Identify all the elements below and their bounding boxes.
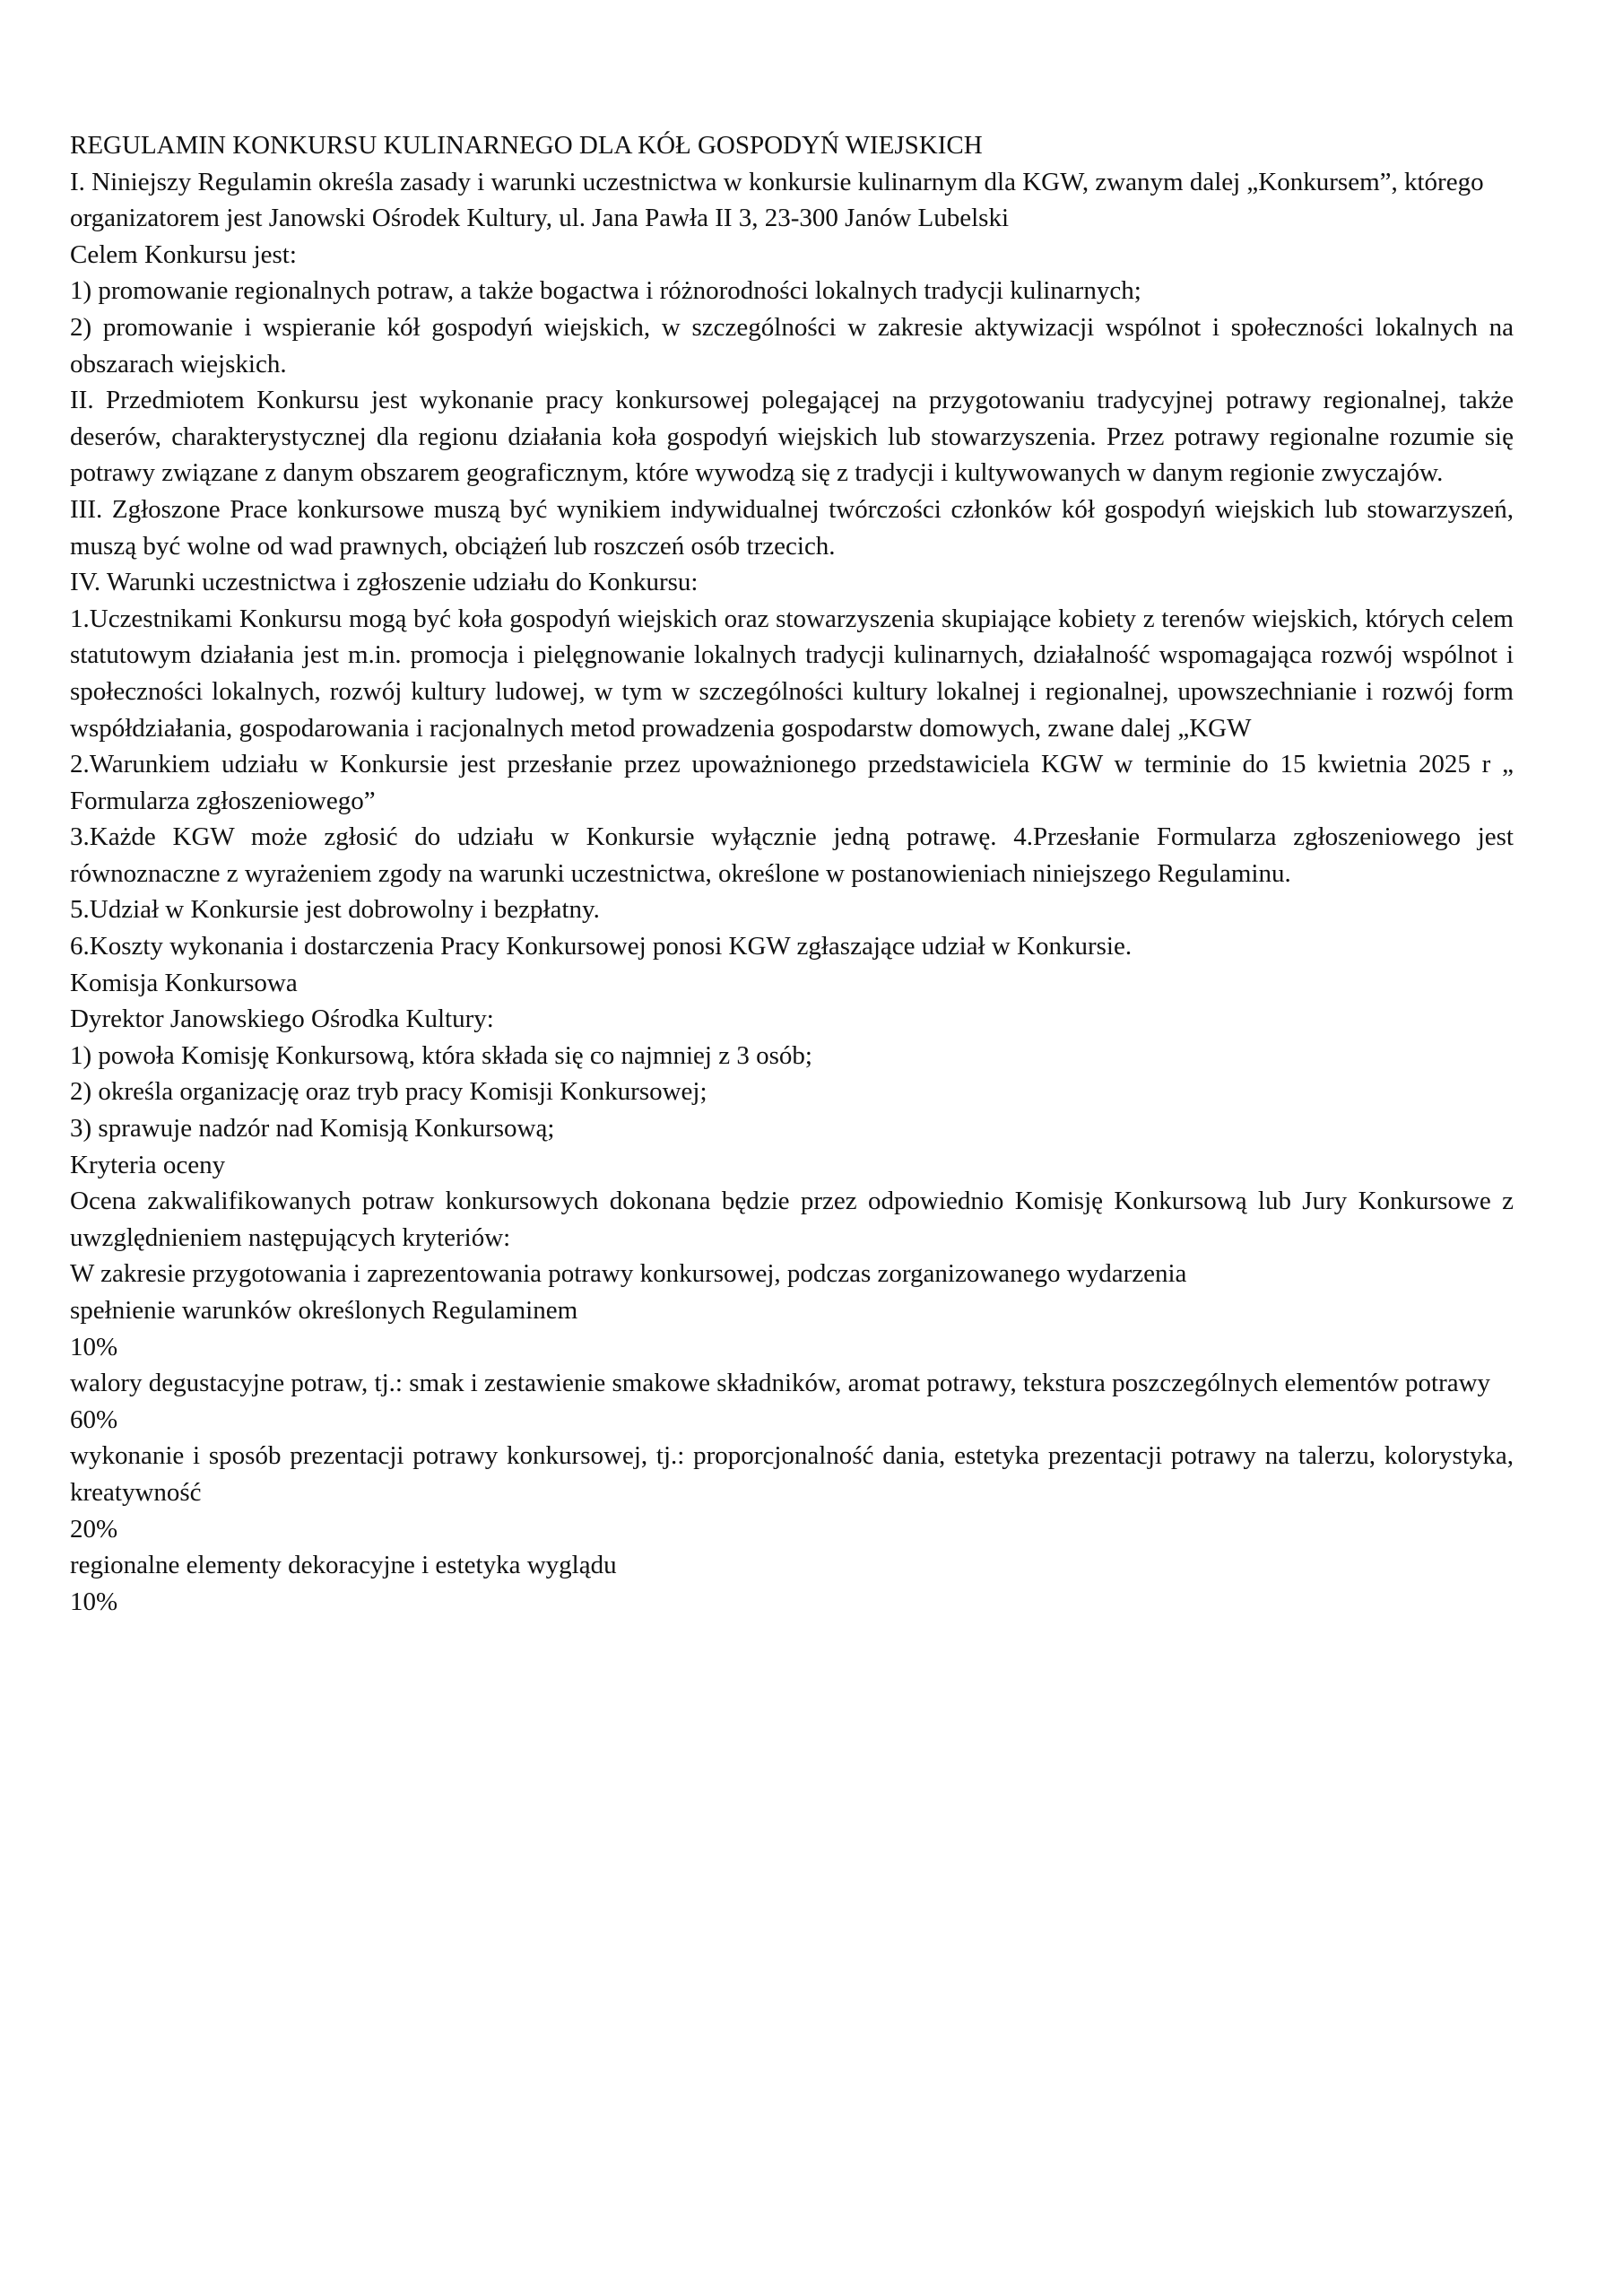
document-paragraph: 6.Koszty wykonania i dostarczenia Pracy Konkursowej ponosi KGW zgłaszające udział w Konkursie. xyxy=(70,932,1133,961)
document-paragraph: Celem Konkursu jest: xyxy=(70,239,297,269)
document-paragraph: 20% xyxy=(70,1514,118,1544)
document-paragraph: Kryteria oceny xyxy=(70,1150,226,1179)
document-paragraph: 2.Warunkiem udziału w Konkursie jest przesłanie przez upoważnionego przedstawiciela KGW w terminie do 15 kwietnia 2025 r „ Formularza zgłoszeniowego” xyxy=(70,750,1514,815)
document-paragraph: II. Przedmiotem Konkursu jest wykonanie pracy konkursowej polegającej na przygotowaniu tradycyjnej potrawy regionalnej, także deserów, charakterystycznej dla regionu działania koła gospodyń wiejskich lub stowarzyszenia. Przez potrawy regionalne rozumie się potrawy związane z danym obszarem geograficznym, które wywodzą się z tradycji i kultywowanych w danym regionie zwyczajów. xyxy=(70,386,1514,488)
document-paragraph: Ocena zakwalifikowanych potraw konkursowych dokonana będzie przez odpowiednio Komisję Konkursową lub Jury Konkursowe z uwzględnieniem następujących kryteriów: xyxy=(70,1187,1514,1252)
document-paragraph: Komisja Konkursowa xyxy=(70,968,298,997)
document-paragraph: W zakresie przygotowania i zaprezentowania potrawy konkursowej, podczas zorganizowanego wydarzenia xyxy=(70,1259,1187,1289)
document-paragraph: Dyrektor Janowskiego Ośrodka Kultury: xyxy=(70,1004,494,1034)
document-paragraph: spełnienie warunków określonych Regulaminem xyxy=(70,1296,578,1325)
document-title: REGULAMIN KONKURSU KULINARNEGO DLA KÓŁ GOSPODYŃ WIEJSKICH xyxy=(70,131,983,160)
document-body xyxy=(70,164,1514,1621)
document-paragraph: 2) określa organizację oraz tryb pracy Komisji Konkursowej; xyxy=(70,1077,707,1107)
document-paragraph: 1.Uczestnikami Konkursu mogą być koła gospodyń wiejskich oraz stowarzyszenia skupiające kobiety z terenów wiejskich, których celem statutowym działania jest m.in. promocja i pielęgnowanie lokalnych tradycji kulinarnych, działalność wspomagająca rozwój wspólnot i społeczności lokalnych, rozwój kultury ludowej, w tym w szczególności kultury lokalnej i regionalnej, upowszechnianie i rozwój form współdziałania, gospodarowania i racjonalnych metod prowadzenia gospodarstw domowych, zwane dalej „KGW xyxy=(70,604,1514,743)
document-paragraph: 60% xyxy=(70,1405,118,1434)
document-paragraph: 3) sprawuje nadzór nad Komisją Konkursową; xyxy=(70,1114,555,1144)
document-paragraph: 1) powoła Komisję Konkursową, która składa się co najmniej z 3 osób; xyxy=(70,1040,812,1070)
document-paragraph: regionalne elementy dekoracyjne i estetyka wyglądu xyxy=(70,1551,617,1580)
document-paragraph: 3.Każde KGW może zgłosić do udziału w Konkursie wyłącznie jedną potrawę. 4.Przesłanie Formularza zgłoszeniowego jest równoznaczne z wyrażeniem zgody na warunki uczestnictwa, określone w postanowieniach niniejszego Regulaminu. xyxy=(70,822,1514,888)
document-page xyxy=(70,127,1514,1620)
document-paragraph: 10% xyxy=(70,1587,118,1616)
document-paragraph: IV. Warunki uczestnictwa i zgłoszenie udziału do Konkursu: xyxy=(70,568,699,597)
document-paragraph: 1) promowanie regionalnych potraw, a także bogactwa i różnorodności lokalnych tradycji kulinarnych; xyxy=(70,276,1141,306)
document-paragraph: 5.Udział w Konkursie jest dobrowolny i bezpłatny. xyxy=(70,895,600,925)
document-paragraph: 2) promowanie i wspieranie kół gospodyń wiejskich, w szczególności w zakresie aktywizacji wspólnot i społeczności lokalnych na obszarach wiejskich. xyxy=(70,312,1514,378)
document-paragraph: 10% xyxy=(70,1332,118,1361)
document-paragraph: wykonanie i sposób prezentacji potrawy konkursowej, tj.: proporcjonalność dania, estetyka prezentacji potrawy na talerzu, kolorystyka, kreatywność xyxy=(70,1441,1514,1507)
document-paragraph: III. Zgłoszone Prace konkursowe muszą być wynikiem indywidualnej twórczości członków kół gospodyń wiejskich lub stowarzyszeń, muszą być wolne od wad prawnych, obciążeń lub roszczeń osób trzecich. xyxy=(70,494,1514,561)
document-paragraph: walory degustacyjne potraw, tj.: smak i zestawienie smakowe składników, aromat potrawy, tekstura poszczególnych elementów potrawy xyxy=(70,1369,1491,1398)
document-paragraph: I. Niniejszy Regulamin określa zasady i warunki uczestnictwa w konkursie kulinarnym dla KGW, zwanym dalej „Konkursem”, którego organizatorem jest Janowski Ośrodek Kultury, ul. Jana Pawła II 3, 23-300 Janów Lubelski xyxy=(70,167,1484,233)
